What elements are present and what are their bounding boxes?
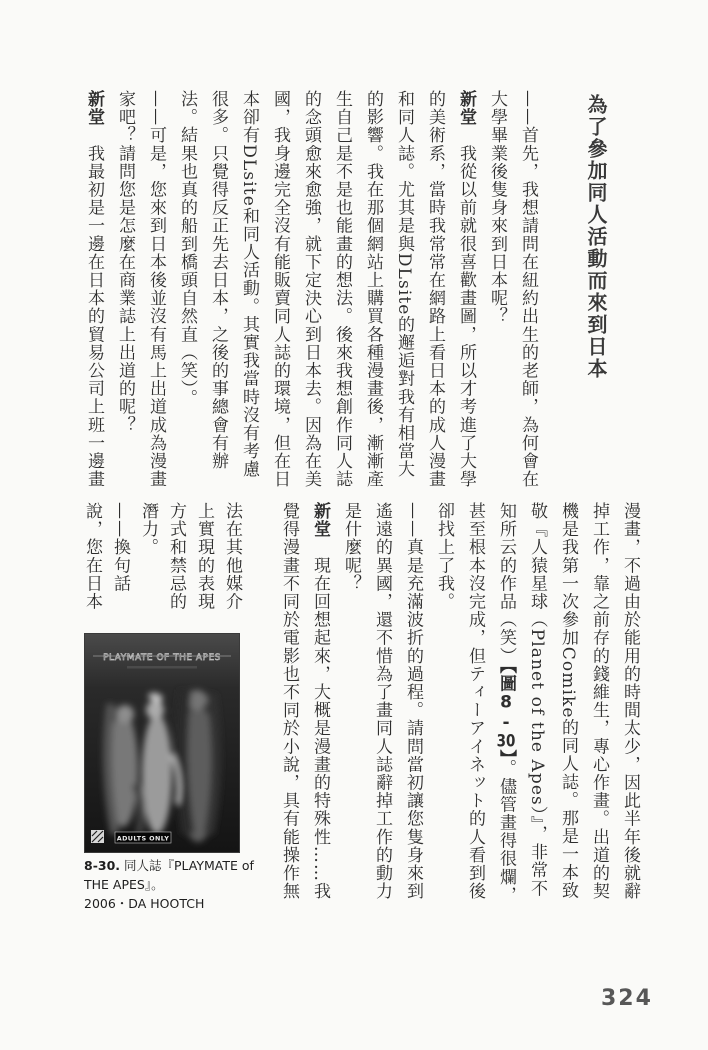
- paragraph: [171, 90, 481, 494]
- figure-caption-label: 8-30.: [84, 858, 121, 873]
- figure-caption-credit: 2006・DA HOOTCH: [84, 895, 205, 911]
- interview-text-top-block: [78, 90, 543, 494]
- text-run-bold: 】: [496, 749, 516, 760]
- text-run-bold: 【圖: [496, 664, 516, 693]
- interview-text-bottom-left-block: [78, 502, 246, 614]
- text-run: 現在回想起來，大概是漫畫的特殊性……我覺得漫畫不同於電影也不同於小說，具有能操作無: [279, 502, 330, 901]
- text-run: 。儘管畫得很爛，甚至根本沒完成，但ティーアイネット的人看到後卻找上了我。: [434, 502, 516, 905]
- text-run-bold: 新堂: [456, 90, 476, 127]
- paragraph: [335, 502, 428, 908]
- page-title: 為了參加同人活動而來到日本: [584, 94, 608, 380]
- text-run-bold: 30: [496, 732, 516, 750]
- paragraph: [109, 90, 171, 494]
- text-run: ——首先，我想請問在紐約出生的老師，為何會在大學畢業後隻身來到日本呢？: [487, 90, 538, 489]
- interview-text-bottom-block: [273, 502, 645, 908]
- figure-caption: [84, 857, 274, 913]
- cover-art-figures: [108, 690, 219, 842]
- text-run-bold: 8-: [496, 692, 516, 733]
- paragraph: [134, 502, 246, 614]
- text-run-bold: 新堂: [310, 502, 330, 539]
- paragraph: [428, 502, 645, 908]
- text-run: 我從以前就很喜歡畫圖，所以才考進了大學的美術系，當時我常常在網路上看日本的成人漫畫和同人誌。尤其是與DLsite的邂逅對我有相當大的影響。我在那個網站上購買各種漫畫後，漸漸產生自己是不是也能畫的想法。後來我想創作同人誌的念頭愈來愈強，就下定決心到日本去。因為在美國，我身邊完全沒有能販賣同人誌的環境，但在日本卻有DLsite和同人活動。其實我當時沒有考慮很多。只覺得反正先去日本，之後的事總會有辦法。結果也真的船到橋頭自然直（笑）。: [177, 90, 476, 489]
- figure-caption-text: 同人誌『PLAYMATE of THE APES』。: [84, 858, 254, 892]
- adults-only-badge-text: ADULTS ONLY: [116, 834, 170, 843]
- text-run-bold: 新堂: [84, 90, 104, 127]
- paragraph: [78, 90, 109, 494]
- cover-title-text: PLAYMATE OF THE APES: [103, 653, 221, 663]
- figure-8-30: [84, 633, 254, 911]
- paragraph: [273, 502, 335, 908]
- text-run: ——換句話說，您在日本: [82, 502, 130, 611]
- doujinshi-cover-image: [84, 633, 240, 853]
- paragraph: [78, 502, 134, 614]
- paragraph: [481, 90, 543, 494]
- text-run: ——真是充滿波折的過程。請問當初讓您隻身來到遙遠的異國，還不惜為了畫同人誌辭掉工作的動力是什麼呢？: [341, 502, 423, 901]
- text-run: 我最初是一邊在日本的貿易公司上班一邊畫: [84, 126, 104, 489]
- text-run: 漫畫，不過由於能用的時間太少，因此半年後就辭掉工作，靠之前存的錢維生，專心作畫。出道的契機是我第一次參加Comike的同人誌。那是一本致敬『人猿星球（Planet of the Apes）』，非常不知所云的作品（笑）: [496, 502, 640, 901]
- page-number: 324: [601, 986, 653, 1011]
- cover-subtitle-bar: [127, 666, 197, 669]
- text-run: 法在其他媒介上實現的表現方式和禁忌的潛力。: [138, 502, 242, 611]
- text-run: ——可是，您來到日本後並沒有馬上出道成為漫畫家吧？請問您是怎麼在商業誌上出道的呢？: [115, 90, 166, 489]
